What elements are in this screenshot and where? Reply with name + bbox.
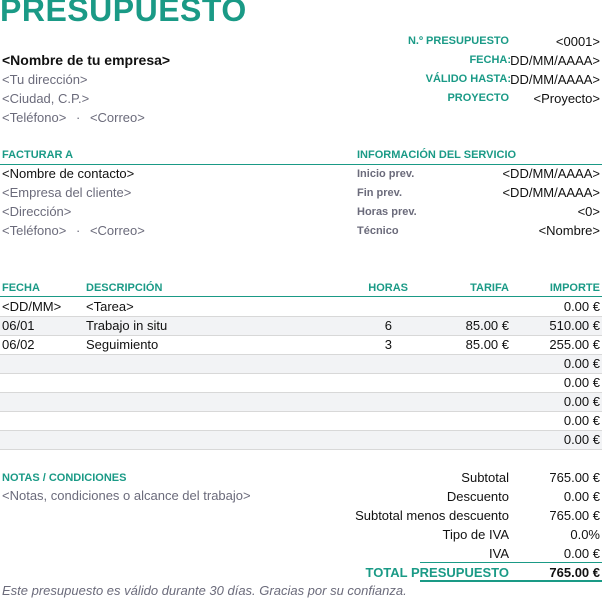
cell-date: 06/02 — [2, 337, 35, 352]
tech-label: Técnico — [357, 225, 399, 237]
valid-until-value: DD/MM/AAAA> — [510, 72, 600, 87]
total-top-rule — [420, 562, 602, 563]
cell-amount: 0.00 € — [563, 394, 600, 409]
row-divider — [0, 449, 602, 450]
end-value: <DD/MM/AAAA> — [502, 185, 600, 200]
valid-until-label: VÁLIDO HASTA: — [425, 73, 511, 85]
total-bottom-rule — [420, 580, 602, 582]
tax-rate-value: 0.0% — [570, 527, 600, 542]
row-divider — [0, 373, 602, 374]
bill-email: <Correo> — [89, 223, 145, 238]
bill-phone: <Teléfono> — [2, 223, 67, 238]
project-value: <Proyecto> — [533, 91, 600, 106]
subtotal-less-discount-value: 765.00 € — [549, 508, 600, 523]
tax-label: IVA — [489, 546, 509, 561]
bill-phone-email — [2, 223, 145, 238]
cell-amount: 510.00 € — [549, 318, 600, 333]
subtotal-label: Subtotal — [461, 470, 509, 485]
cell-rate: 85.00 € — [465, 318, 509, 333]
footer-note: Este presupuesto es válido durante 30 días. Gracias por su confianza. — [2, 583, 407, 598]
bill-to-heading: FACTURAR A — [2, 149, 74, 161]
date-value: DD/MM/AAAA> — [510, 53, 600, 68]
end-label: Fin prev. — [357, 187, 403, 199]
company-contact — [2, 110, 145, 125]
discount-value: 0.00 € — [563, 489, 600, 504]
total-label: TOTAL PRESUPUESTO — [365, 565, 509, 580]
total-value: 765.00 € — [549, 565, 600, 580]
cell-date: 06/01 — [2, 318, 35, 333]
company-name: <Nombre de tu empresa> — [2, 52, 171, 68]
company-city: <Ciudad, C.P.> — [2, 91, 90, 106]
col-header-date: FECHA — [2, 282, 40, 294]
start-value: <DD/MM/AAAA> — [502, 166, 600, 181]
cell-amount: 0.00 € — [563, 356, 600, 371]
col-header-hours: HORAS — [368, 282, 408, 294]
discount-label: Descuento — [446, 489, 509, 504]
row-stripe — [0, 393, 602, 412]
cell-description: <Tarea> — [86, 299, 134, 314]
cell-amount: 0.00 € — [563, 432, 600, 447]
cell-date: <DD/MM> — [2, 299, 62, 314]
tax-value: 0.00 € — [563, 546, 600, 561]
notes-heading: NOTAS / CONDICIONES — [2, 472, 127, 484]
company-address: <Tu dirección> — [2, 72, 88, 87]
page-title: PRESUPUESTO — [0, 0, 247, 28]
cell-rate: 85.00 € — [465, 337, 509, 352]
tax-rate-label: Tipo de IVA — [442, 527, 509, 542]
col-header-description: DESCRIPCIÓN — [86, 282, 163, 294]
cell-amount: 255.00 € — [549, 337, 600, 352]
hours-value: <0> — [577, 204, 600, 219]
subtotal-less-discount-label: Subtotal menos descuento — [355, 508, 509, 523]
subtotal-value: 765.00 € — [549, 470, 600, 485]
notes-text: <Notas, condiciones o alcance del trabajo> — [2, 488, 251, 503]
service-info-heading: INFORMACIÓN DEL SERVICIO — [357, 149, 517, 161]
section-divider — [0, 164, 602, 165]
col-header-rate: TARIFA — [470, 282, 509, 294]
separator-dot: · — [75, 110, 81, 125]
quote-number-value: <0001> — [555, 34, 600, 49]
company-email: <Correo> — [89, 110, 145, 125]
start-label: Inicio prev. — [357, 168, 415, 180]
table-header-divider — [0, 296, 602, 297]
row-stripe — [0, 431, 602, 450]
company-phone: <Teléfono> — [2, 110, 67, 125]
cell-amount: 0.00 € — [563, 299, 600, 314]
cell-description: Seguimiento — [86, 337, 159, 352]
tech-value: <Nombre> — [538, 223, 600, 238]
cell-amount: 0.00 € — [563, 375, 600, 390]
cell-amount: 0.00 € — [563, 413, 600, 428]
cell-hours: 3 — [384, 337, 392, 352]
row-stripe — [0, 355, 602, 374]
row-divider — [0, 335, 602, 336]
date-label: FECHA: — [469, 54, 511, 66]
row-divider — [0, 411, 602, 412]
quote-number-label: N.º PRESUPUESTO — [407, 35, 509, 47]
cell-description: Trabajo in situ — [86, 318, 168, 333]
separator-dot: · — [75, 223, 81, 238]
bill-company: <Empresa del cliente> — [2, 185, 132, 200]
cell-hours: 6 — [384, 318, 392, 333]
col-header-amount: IMPORTE — [549, 282, 600, 294]
project-label: PROYECTO — [447, 92, 509, 104]
hours-label: Horas prev. — [357, 206, 417, 218]
bill-address: <Dirección> — [2, 204, 72, 219]
bill-contact: <Nombre de contacto> — [2, 166, 135, 181]
